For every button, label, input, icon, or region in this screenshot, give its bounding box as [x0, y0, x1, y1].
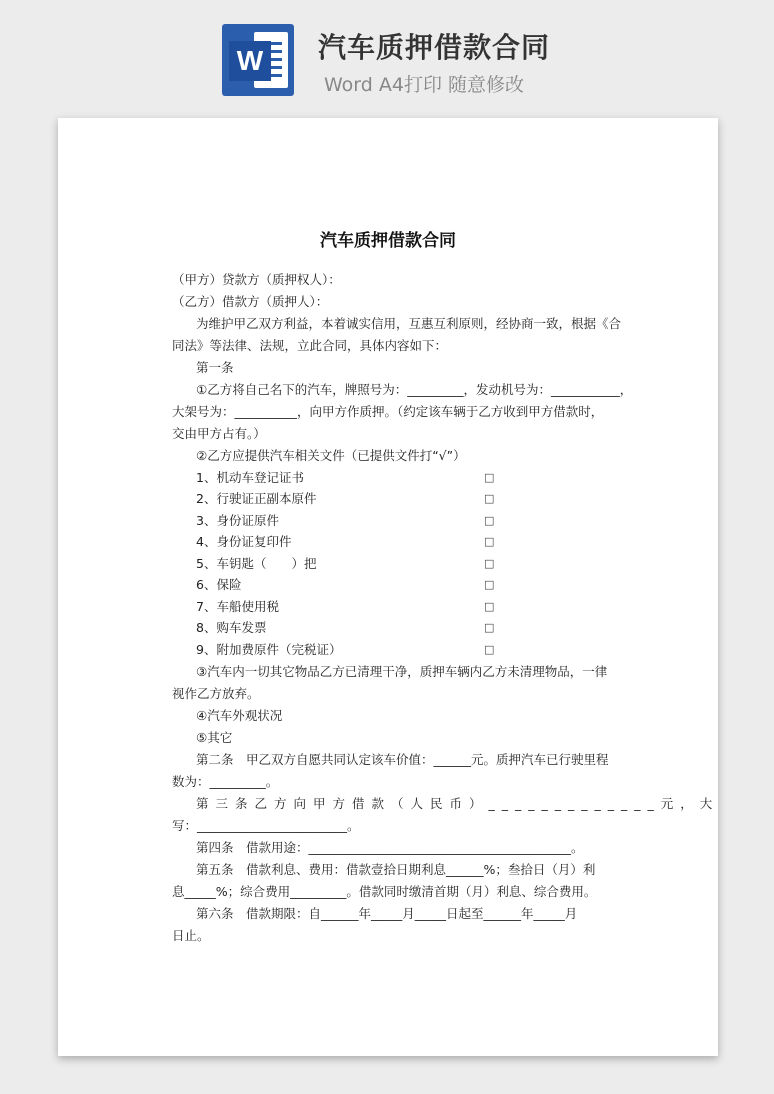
checkbox-icon[interactable]: □ — [484, 578, 495, 591]
checkbox-icon[interactable]: □ — [484, 600, 495, 613]
word-icon-letter: W — [229, 41, 271, 81]
checkbox-icon[interactable]: □ — [484, 621, 495, 634]
checklist-item-label: 8、购车发票 — [196, 620, 267, 635]
article-1-item-1-line-1: ①乙方将自己名下的汽车，牌照号为：_________，发动机号为：___________， — [196, 382, 633, 397]
checklist-item-label: 9、附加费原件（完税证） — [196, 642, 342, 657]
article-2-line-1: 第二条 甲乙双方自愿共同认定该车价值：______元。质押汽车已行驶里程 — [196, 752, 609, 767]
checklist-item-label: 6、保险 — [196, 577, 242, 592]
article-1-item-5: ⑤其它 — [196, 730, 233, 745]
checkbox-icon[interactable]: □ — [484, 492, 495, 505]
checkbox-icon[interactable]: □ — [484, 557, 495, 570]
article-1-item-1-line-2: 大架号为：__________，向甲方作质押。（约定该车辆于乙方收到甲方借款时， — [172, 404, 604, 419]
banner-title: 汽车质押借款合同 — [318, 31, 551, 64]
header-banner — [0, 0, 774, 110]
checklist-item-label: 4、身份证复印件 — [196, 534, 292, 549]
party-a-line: （甲方）贷款方（质押权人）： — [172, 272, 341, 287]
checklist-item-label: 3、身份证原件 — [196, 513, 279, 528]
checklist-item-label: 1、机动车登记证书 — [196, 470, 304, 485]
article-3-line-1: 第三条乙方向甲方借款（人民币）_____________元，大 — [196, 796, 720, 811]
article-5-line-2: 息_____%；综合费用_________。借款同时缴清首期（月）利息、综合费用。 — [172, 884, 597, 899]
checkbox-icon[interactable]: □ — [484, 471, 495, 484]
document-page — [58, 118, 718, 1056]
article-1-item-3-line-2: 视作乙方放弃。 — [172, 686, 260, 701]
article-1-heading: 第一条 — [196, 360, 234, 375]
article-1-item-2: ②乙方应提供汽车相关文件（已提供文件打“√”） — [196, 448, 466, 463]
checkbox-icon[interactable]: □ — [484, 535, 495, 548]
intro-line-2: 同法》等法律、法规，立此合同，具体内容如下： — [172, 338, 448, 353]
article-3-line-2: 写：________________________。 — [172, 818, 360, 833]
checklist-item-label: 7、车船使用税 — [196, 599, 279, 614]
checkbox-icon[interactable]: □ — [484, 643, 495, 656]
article-6-line-1: 第六条 借款期限：自______年_____月_____日起至______年_____月 — [196, 906, 578, 921]
document-title: 汽车质押借款合同 — [320, 231, 456, 251]
banner-subtitle: Word A4打印 随意修改 — [324, 74, 525, 96]
article-4: 第四条 借款用途：__________________________________________。 — [196, 840, 584, 855]
checklist-item-label: 5、车钥匙（ ）把 — [196, 556, 317, 571]
word-app-icon — [222, 24, 294, 96]
article-6-line-2: 日止。 — [172, 928, 210, 943]
party-b-line: （乙方）借款方（质押人）： — [172, 294, 329, 309]
checklist-item-label: 2、行驶证正副本原件 — [196, 491, 317, 506]
article-5-line-1: 第五条 借款利息、费用：借款壹拾日期利息______%；叁拾日（月）利 — [196, 862, 596, 877]
intro-line-1: 为维护甲乙双方利益，本着诚实信用，互惠互利原则，经协商一致，根据《合 — [196, 316, 622, 331]
article-1-item-4: ④汽车外观状况 — [196, 708, 283, 723]
article-2-line-2: 数为：_________。 — [172, 774, 279, 789]
checkbox-icon[interactable]: □ — [484, 514, 495, 527]
article-1-item-3-line-1: ③汽车内一切其它物品乙方已清理干净，质押车辆内乙方未清理物品，一律 — [196, 664, 608, 679]
article-1-item-1-line-3: 交由甲方占有。） — [172, 426, 266, 441]
